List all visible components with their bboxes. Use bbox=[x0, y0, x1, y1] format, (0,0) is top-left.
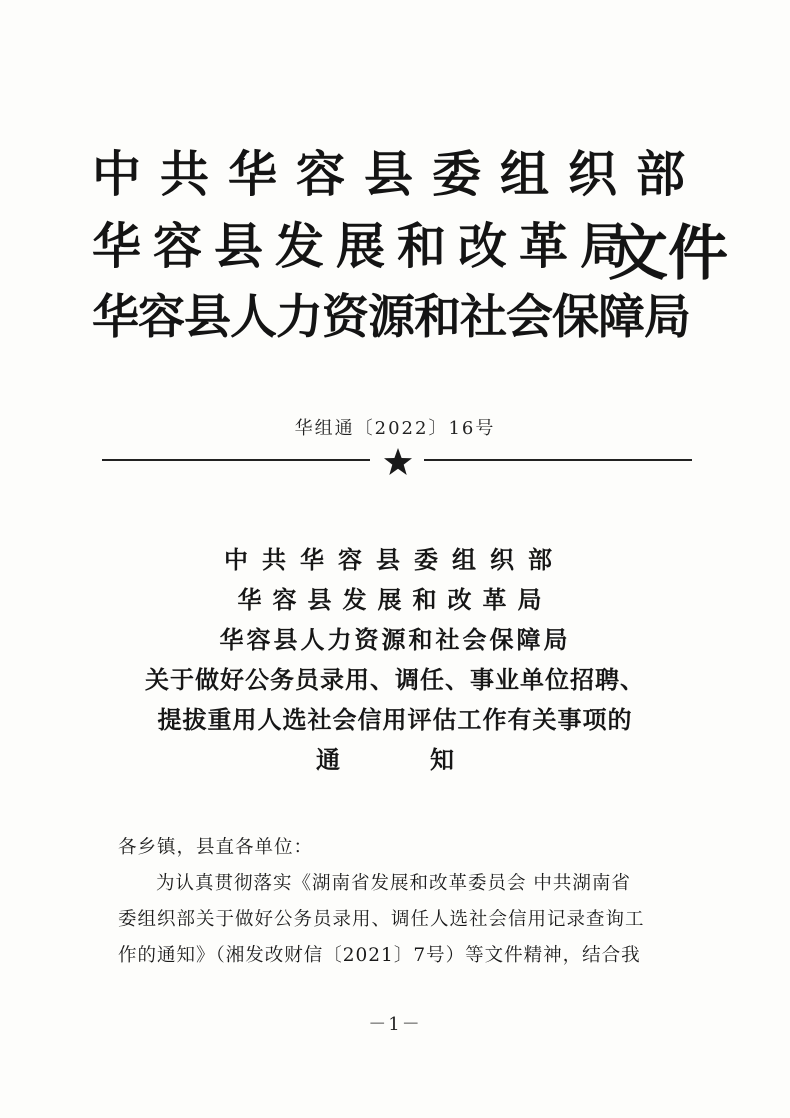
page-number: －1－ bbox=[368, 1014, 422, 1035]
title-subject-line-2: 提拔重用人选社会信用评估工作有关事项的 bbox=[157, 705, 633, 734]
paragraph-line: 为认真贯彻落实《湖南省发展和改革委员会 中共湖南省 bbox=[156, 873, 631, 894]
title-notice: 通知 bbox=[316, 745, 544, 774]
issuer-human-resources-bureau: 华容县人力资源和社会保障局 bbox=[92, 290, 690, 345]
divider-line-right bbox=[424, 459, 692, 461]
title-issuer-2: 华容县发展和改革局 bbox=[237, 585, 553, 614]
issuer-organization-department: 中共华容县委组织部 bbox=[92, 145, 705, 203]
paragraph-line: 作的通知》（湘发改财信〔2021〕7号）等文件精神，结合我 bbox=[118, 945, 641, 966]
paragraph-line: 委组织部关于做好公务员录用、调任人选社会信用记录查询工 bbox=[118, 909, 645, 930]
title-issuer-1: 中共华容县委组织部 bbox=[224, 545, 566, 574]
issuer-development-reform-bureau: 华容县发展和改革局 bbox=[92, 217, 642, 275]
document-number: 华组通〔2022〕16号 bbox=[294, 418, 496, 439]
document-word: 文件 bbox=[608, 219, 728, 289]
title-subject-line-1: 关于做好公务员录用、调任、事业单位招聘、 bbox=[145, 665, 645, 694]
star-icon bbox=[383, 447, 413, 477]
salutation: 各乡镇，县直各单位： bbox=[118, 837, 314, 858]
issuing-authority-header bbox=[92, 138, 732, 354]
header-divider bbox=[102, 450, 692, 478]
title-issuer-3: 华容县人力资源和社会保障局 bbox=[219, 625, 571, 654]
document-body bbox=[118, 830, 688, 974]
divider-line-left bbox=[102, 459, 370, 461]
document-title bbox=[0, 540, 790, 780]
